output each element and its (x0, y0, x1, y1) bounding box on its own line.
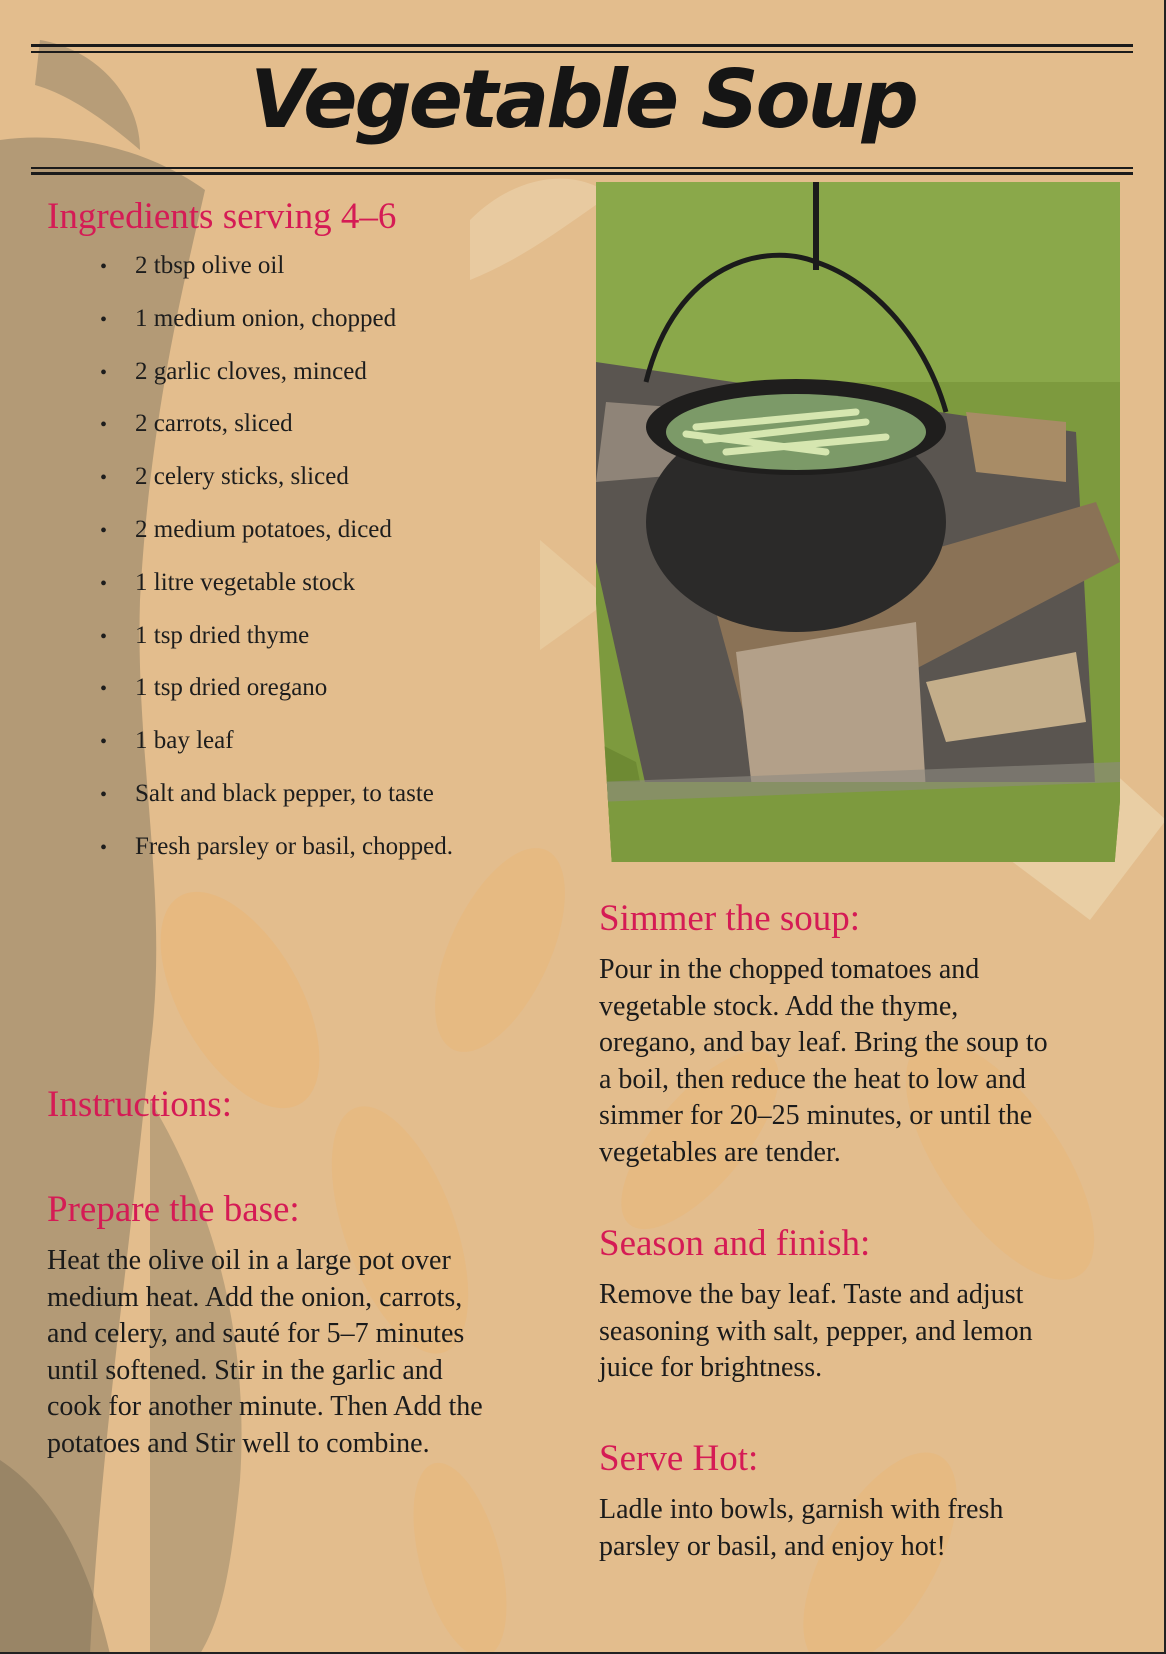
cooking-pot-over-campfire-icon (596, 182, 1120, 862)
title-bottom-rule (31, 172, 1133, 175)
bullet-icon: • (100, 678, 108, 701)
bullet-icon: • (100, 783, 108, 806)
ingredient-item: • 2 tbsp olive oil (100, 252, 285, 279)
ingredients-heading: Ingredients serving 4–6 (47, 196, 397, 237)
step-prepare-base-text: Heat the olive oil in a large pot over medium heat. Add the onion, carrots, and celery, and sauté for 5–7 minutes until softened. Stir in the garlic and cook for another minute. Then Add the potatoes and Stir well to combine. (47, 1245, 483, 1459)
ingredients-list (100, 252, 453, 886)
ingredient-item: • 1 tsp dried thyme (100, 621, 310, 649)
ingredient-item: • 1 tsp dried oregano (100, 674, 328, 702)
ingredient-item: • Salt and black pepper, to taste (100, 779, 434, 807)
step-simmer-heading: Simmer the soup: (599, 898, 861, 939)
cooking-pot-photo (596, 182, 1120, 862)
bullet-icon: • (100, 308, 108, 331)
ingredient-item: • 1 bay leaf (100, 727, 234, 755)
bullet-icon: • (100, 361, 108, 384)
ingredient-item: • 1 medium onion, chopped (100, 304, 397, 332)
bullet-icon: • (100, 256, 108, 278)
step-season-heading: Season and finish: (599, 1223, 871, 1264)
bullet-icon: • (100, 731, 108, 754)
ingredient-item: • 2 garlic cloves, minced (100, 357, 367, 385)
bullet-icon: • (100, 625, 108, 648)
bullet-icon: • (100, 572, 108, 595)
step-serve-heading: Serve Hot: (599, 1438, 759, 1479)
title-top-rule (31, 44, 1133, 47)
bullet-icon: • (100, 414, 108, 437)
bullet-icon: • (100, 519, 108, 542)
ingredient-item: • 2 medium potatoes, diced (100, 515, 392, 543)
bullet-icon: • (100, 467, 108, 490)
step-serve-text: Ladle into bowls, garnish with fresh parsley or basil, and enjoy hot! (599, 1494, 1004, 1562)
bullet-icon: • (100, 836, 108, 859)
ingredient-item: • 2 celery sticks, sliced (100, 463, 349, 491)
instructions-heading: Instructions: (47, 1084, 232, 1125)
step-simmer-text: Pour in the chopped tomatoes and vegetable stock. Add the thyme, oregano, and bay leaf. Bring the soup to a boil, then reduce the heat to low and simmer for 20–25 minutes, or until the vegetables are tender. (599, 954, 1048, 1168)
ingredient-item: • 2 carrots, sliced (100, 410, 293, 438)
ingredient-item: • 1 litre vegetable stock (100, 568, 356, 596)
ingredient-item: • Fresh parsley or basil, chopped. (100, 832, 453, 860)
step-prepare-base-heading: Prepare the base: (47, 1189, 300, 1230)
step-season-text: Remove the bay leaf. Taste and adjust seasoning with salt, pepper, and lemon juice for brightness. (599, 1279, 1033, 1383)
title-bottom-rule-thin (31, 167, 1133, 169)
page-title: Vegetable Soup (250, 53, 916, 146)
